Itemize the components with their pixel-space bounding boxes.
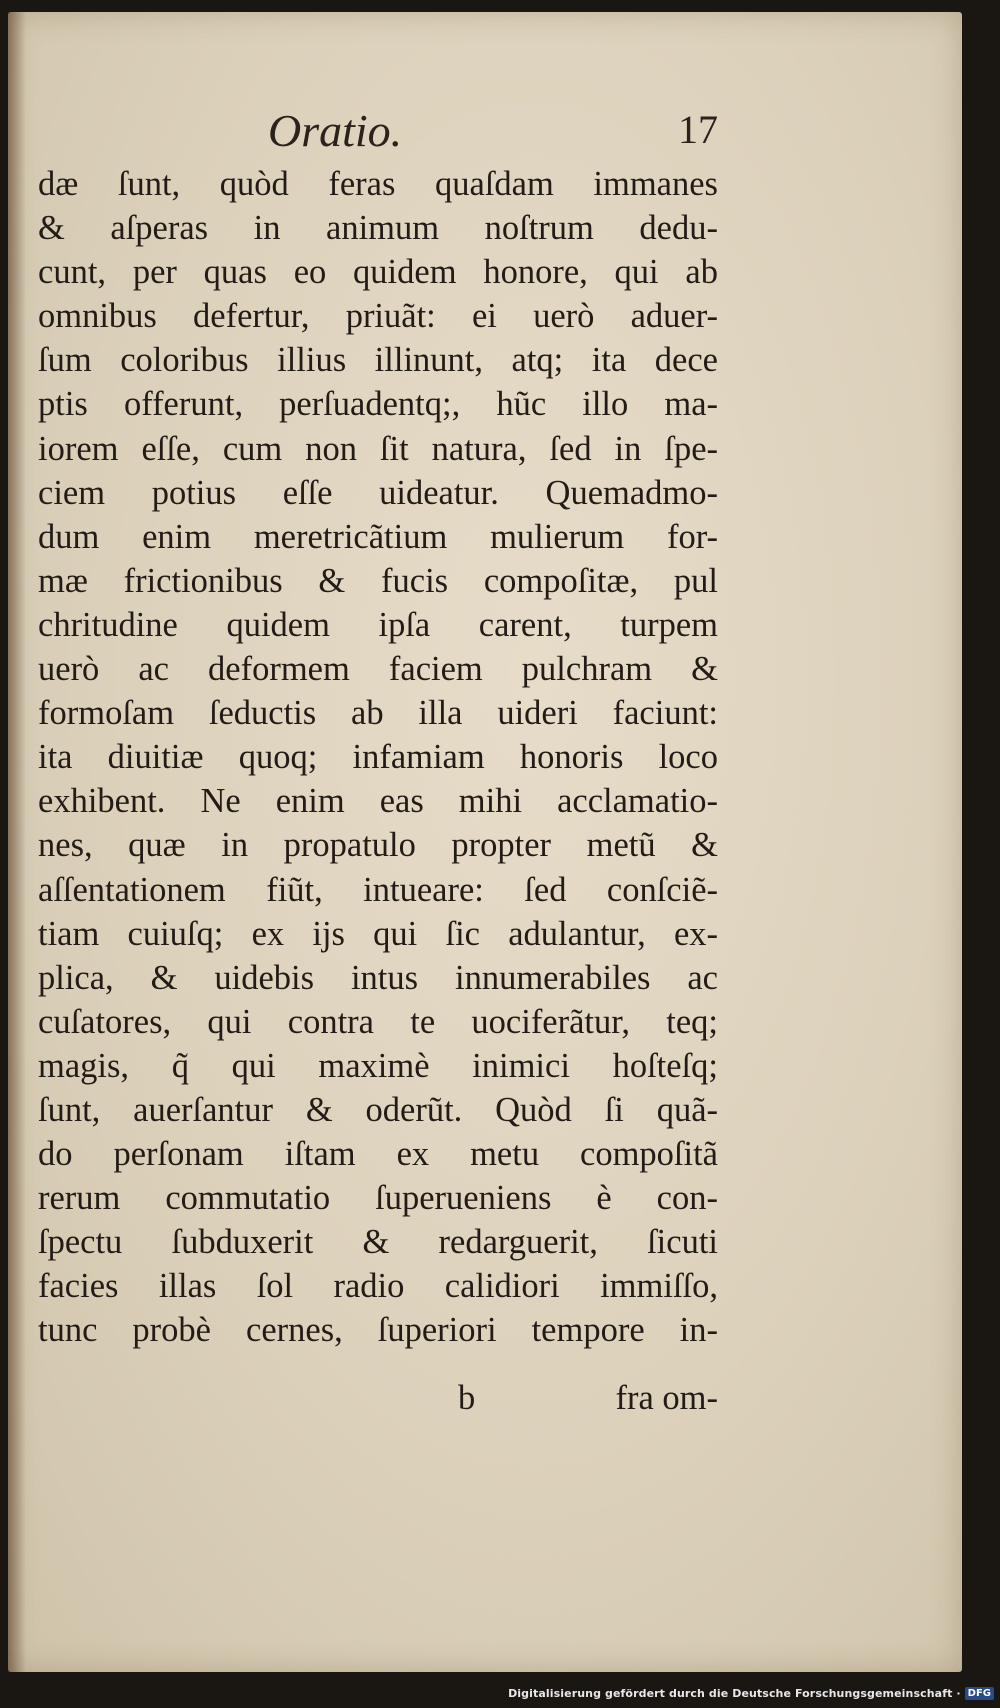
- text-line: chritudine quidem ipſa carent, turpem: [38, 605, 718, 644]
- body-text: [38, 162, 718, 1353]
- text-line: tiam cuiuſq; ex ijs qui ſic adulantur, ex-: [38, 914, 718, 953]
- text-line: aſſentationem fiũt, intueare: ſed conſciẽ-: [38, 870, 718, 909]
- text-line: ſunt, auerſantur & oderũt. Quòd ſi quã-: [38, 1090, 718, 1129]
- page-number: 17: [678, 107, 718, 152]
- text-line: omnibus defertur, priuãt: ei uerò aduer-: [38, 297, 718, 336]
- text-line: exhibent. Ne enim eas mihi acclamatio-: [38, 782, 718, 821]
- page-header: [268, 104, 718, 164]
- signature-mark: b: [458, 1379, 476, 1417]
- text-line: do perſonam iſtam ex metu compoſitã: [38, 1135, 718, 1174]
- text-line: ptis offerunt, perſuadentq;, hũc illo ma-: [38, 385, 718, 424]
- text-line: ciem potius eſſe uideatur. Quemadmo-: [38, 473, 718, 512]
- text-line: ita diuitiæ quoq; infamiam honoris loco: [38, 738, 718, 777]
- dfg-logo: DFG: [965, 1687, 994, 1700]
- text-line: magis, q̃ qui maximè inimici hoſteſq;: [38, 1046, 718, 1085]
- text-line: uerò ac deformem faciem pulchram &: [38, 650, 718, 689]
- text-line: rerum commutatio ſuperueniens è con-: [38, 1179, 718, 1218]
- catchword: fra om-: [615, 1379, 718, 1417]
- text-line: mæ frictionibus & fucis compoſitæ, pul: [38, 561, 718, 600]
- text-line: cunt, per quas eo quidem honore, qui ab: [38, 253, 718, 292]
- digitization-note: Digitalisierung gefördert durch die Deutsche Forschungsgemeinschaft ·: [508, 1686, 961, 1700]
- digitization-credit: [508, 1684, 994, 1702]
- text-line: ſum coloribus illius illinunt, atq; ita dece: [38, 341, 718, 380]
- text-line: dæ ſunt, quòd feras quaſdam immanes: [38, 165, 718, 203]
- text-line: facies illas ſol radio calidiori immiſſo,: [38, 1267, 718, 1306]
- text-line: dum enim meretricãtium mulierum for-: [38, 517, 718, 556]
- text-line: nes, quæ in propatulo propter metũ &: [38, 826, 718, 865]
- text-line: iorem eſſe, cum non ſit natura, ſed in ſpe-: [38, 429, 718, 468]
- text-line: plica, & uidebis intus innumerabiles ac: [38, 958, 718, 997]
- text-line: formoſam ſeductis ab illa uideri faciunt:: [38, 694, 718, 733]
- running-title: Oratio.: [268, 105, 403, 156]
- page-footer: [38, 1379, 718, 1423]
- text-line: & aſperas in animum noſtrum dedu-: [38, 209, 718, 248]
- text-line: tunc probè cernes, ſuperiori tempore in-: [38, 1311, 718, 1350]
- book-page: [8, 12, 962, 1672]
- text-line: cuſatores, qui contra te uociferãtur, teq;: [38, 1002, 718, 1041]
- text-line: ſpectu ſubduxerit & redarguerit, ſicuti: [38, 1223, 718, 1262]
